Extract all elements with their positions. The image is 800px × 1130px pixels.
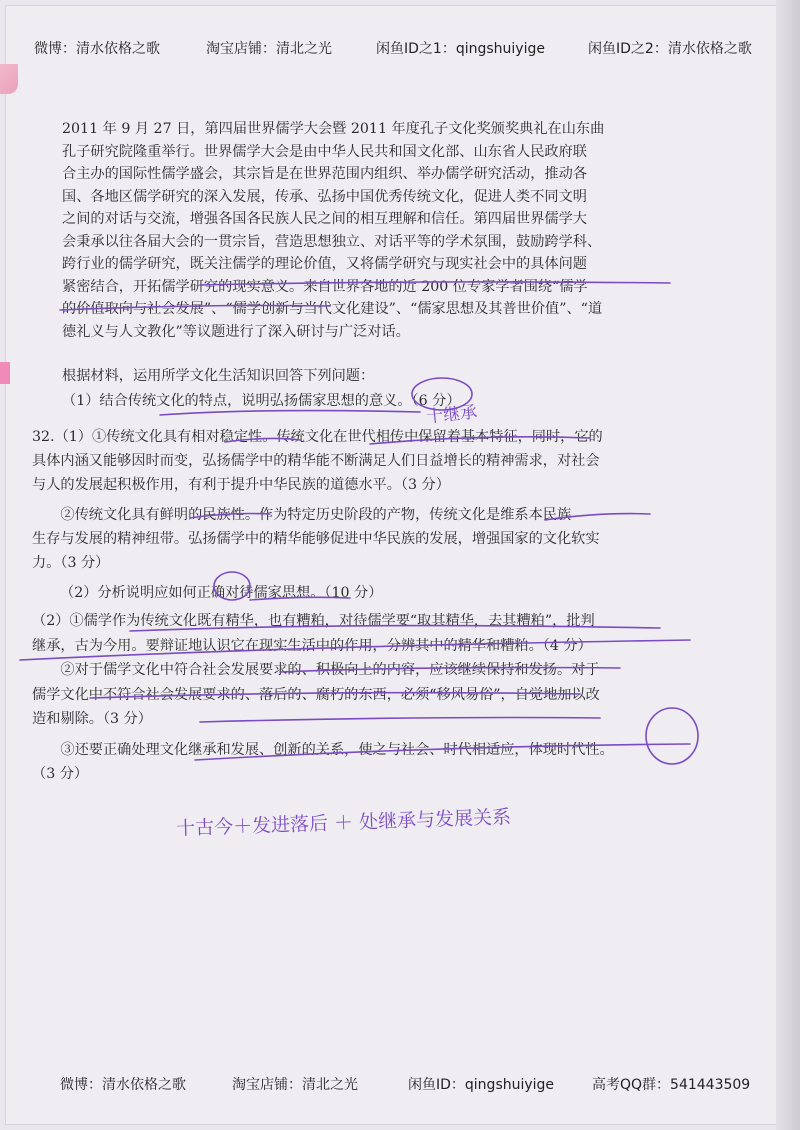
footer-xianyu: 闲鱼ID：qingshuiyige [408,1077,555,1093]
header-weibo: 微博：清水依格之歌 [34,41,160,57]
material-line: 合主办的国际性儒学盛会，其宗旨是在世界范围内组织、举办儒学研究活动，推动各 [62,166,587,182]
question-2: （2）分析说明应如何正确对待儒家思想。（10 分） [60,585,383,601]
circle-mark [646,708,698,764]
answer-line: ②对于儒学文化中符合社会发展要求的、积极向上的内容，应该继续保持和发扬。对于 [32,662,600,678]
answer-line: 具体内涵又能够因时而变，弘扬儒学中的精华能不断满足人们日益增长的精神需求，对社会 [32,453,600,469]
question-1: （1）结合传统文化的特点，说明弘扬儒家思想的意义。（6 分） [62,393,461,409]
header-taobao: 淘宝店铺：清北之光 [206,41,332,57]
answer-line: 与人的发展起积极作用，有利于提升中华民族的道德水平。（3 分） [32,477,450,493]
underline-mark [250,597,350,600]
material-line: 德礼义与人文教化”等议题进行了深入研讨与广泛对话。 [62,323,410,340]
underline-mark [545,514,650,520]
underline-mark [370,437,590,444]
underline-mark [60,306,330,311]
underline-mark [20,640,690,660]
underline-mark [195,744,690,760]
material-line: 之间的对话与交流，增强各国各民族人民之间的相互理解和信任。第四届世界儒学大 [62,211,587,227]
answer-line: ③还要正确处理文化继承和发展、创新的关系，使之与社会、时代相适应，体现时代性。 [32,741,614,758]
underline-mark [225,438,300,442]
header-xianyu1: 闲鱼ID之1：qingshuiyige [376,41,545,57]
answer-line: 32.（1）①传统文化具有相对稳定性。传统文化在世代相传中保留着基本特征，同时，它的 [32,429,603,445]
circle-mark [214,572,250,600]
underline-mark [200,282,670,285]
question-prompt: 根据材料，运用所学文化生活知识回答下列问题： [62,368,375,384]
footer-qq: 高考QQ群：541443509 [592,1077,751,1093]
answer-line: 生存与发展的精神纽带。弘扬儒学中的精华能够促进中华民族的发展，增强国家的文化软实 [32,531,600,547]
underline-mark [90,693,580,698]
material-line: 2011 年 9 月 27 日，第四届世界儒学大会暨 2011 年度孔子文化奖颁奖典礼在山东曲 [62,121,605,137]
material-line: 跨行业的儒学研究，既关注儒学的理论价值，又将儒学研究与现实社会中的具体问题 [62,256,587,272]
handwritten-note-2: 十古今＋发进落后 ＋ 处继承与发展关系 [175,806,512,840]
material-line: 孔子研究院隆重举行。世界儒学大会是由中华人民共和国文化部、山东省人民政府联 [62,143,587,160]
underline-mark [160,411,420,415]
underline-mark [280,668,620,673]
material-line: 会秉承以往各届大会的一贯宗旨，营造思想独立、对话平等的学术氛围，鼓励跨学科、 [62,233,602,250]
answer-line: （3 分） [32,766,89,782]
answer-line: 继承，古为今用。要辩证地认识它在现实生活中的作用，分辨其中的精华和糟粕。（4 分） [32,637,592,654]
footer-weibo: 微博：清水依格之歌 [60,1077,186,1093]
handwritten-note-1: 十继承 [425,402,479,428]
answer-line: 儒学文化中不符合社会发展要求的、落后的、腐朽的东西，必须“移风易俗”，自觉地加以改 [32,686,600,703]
underline-mark [130,626,660,631]
underline-mark [190,514,270,519]
material-line: 紧密结合，开拓儒学研究的现实意义。来自世界各地的近 200 位专家学者围绕“儒学 [62,278,588,295]
underline-mark [200,718,600,723]
material-line: 的价值取向与社会发展”、“儒学创新与当代文化建设”、“儒家思想及其普世价值”、“道 [62,301,603,317]
answer-line: 力。（3 分） [32,555,110,571]
header-xianyu2: 闲鱼ID之2：清水依格之歌 [588,41,752,57]
footer-taobao: 淘宝店铺：清北之光 [232,1077,358,1093]
circle-mark [412,378,472,410]
answer-line: ②传统文化具有鲜明的民族性。作为特定历史阶段的产物，传统文化是维系本民族 [32,507,572,523]
material-line: 国、各地区儒学研究的深入发展，传承、弘扬中国优秀传统文化，促进人类不同文明 [62,188,587,205]
answer-line: （2）①儒学作为传统文化既有精华，也有糟粕，对待儒学要“取其精华，去其糟粕”，批判 [32,613,595,629]
answer-line: 造和剔除。（3 分） [32,711,152,727]
